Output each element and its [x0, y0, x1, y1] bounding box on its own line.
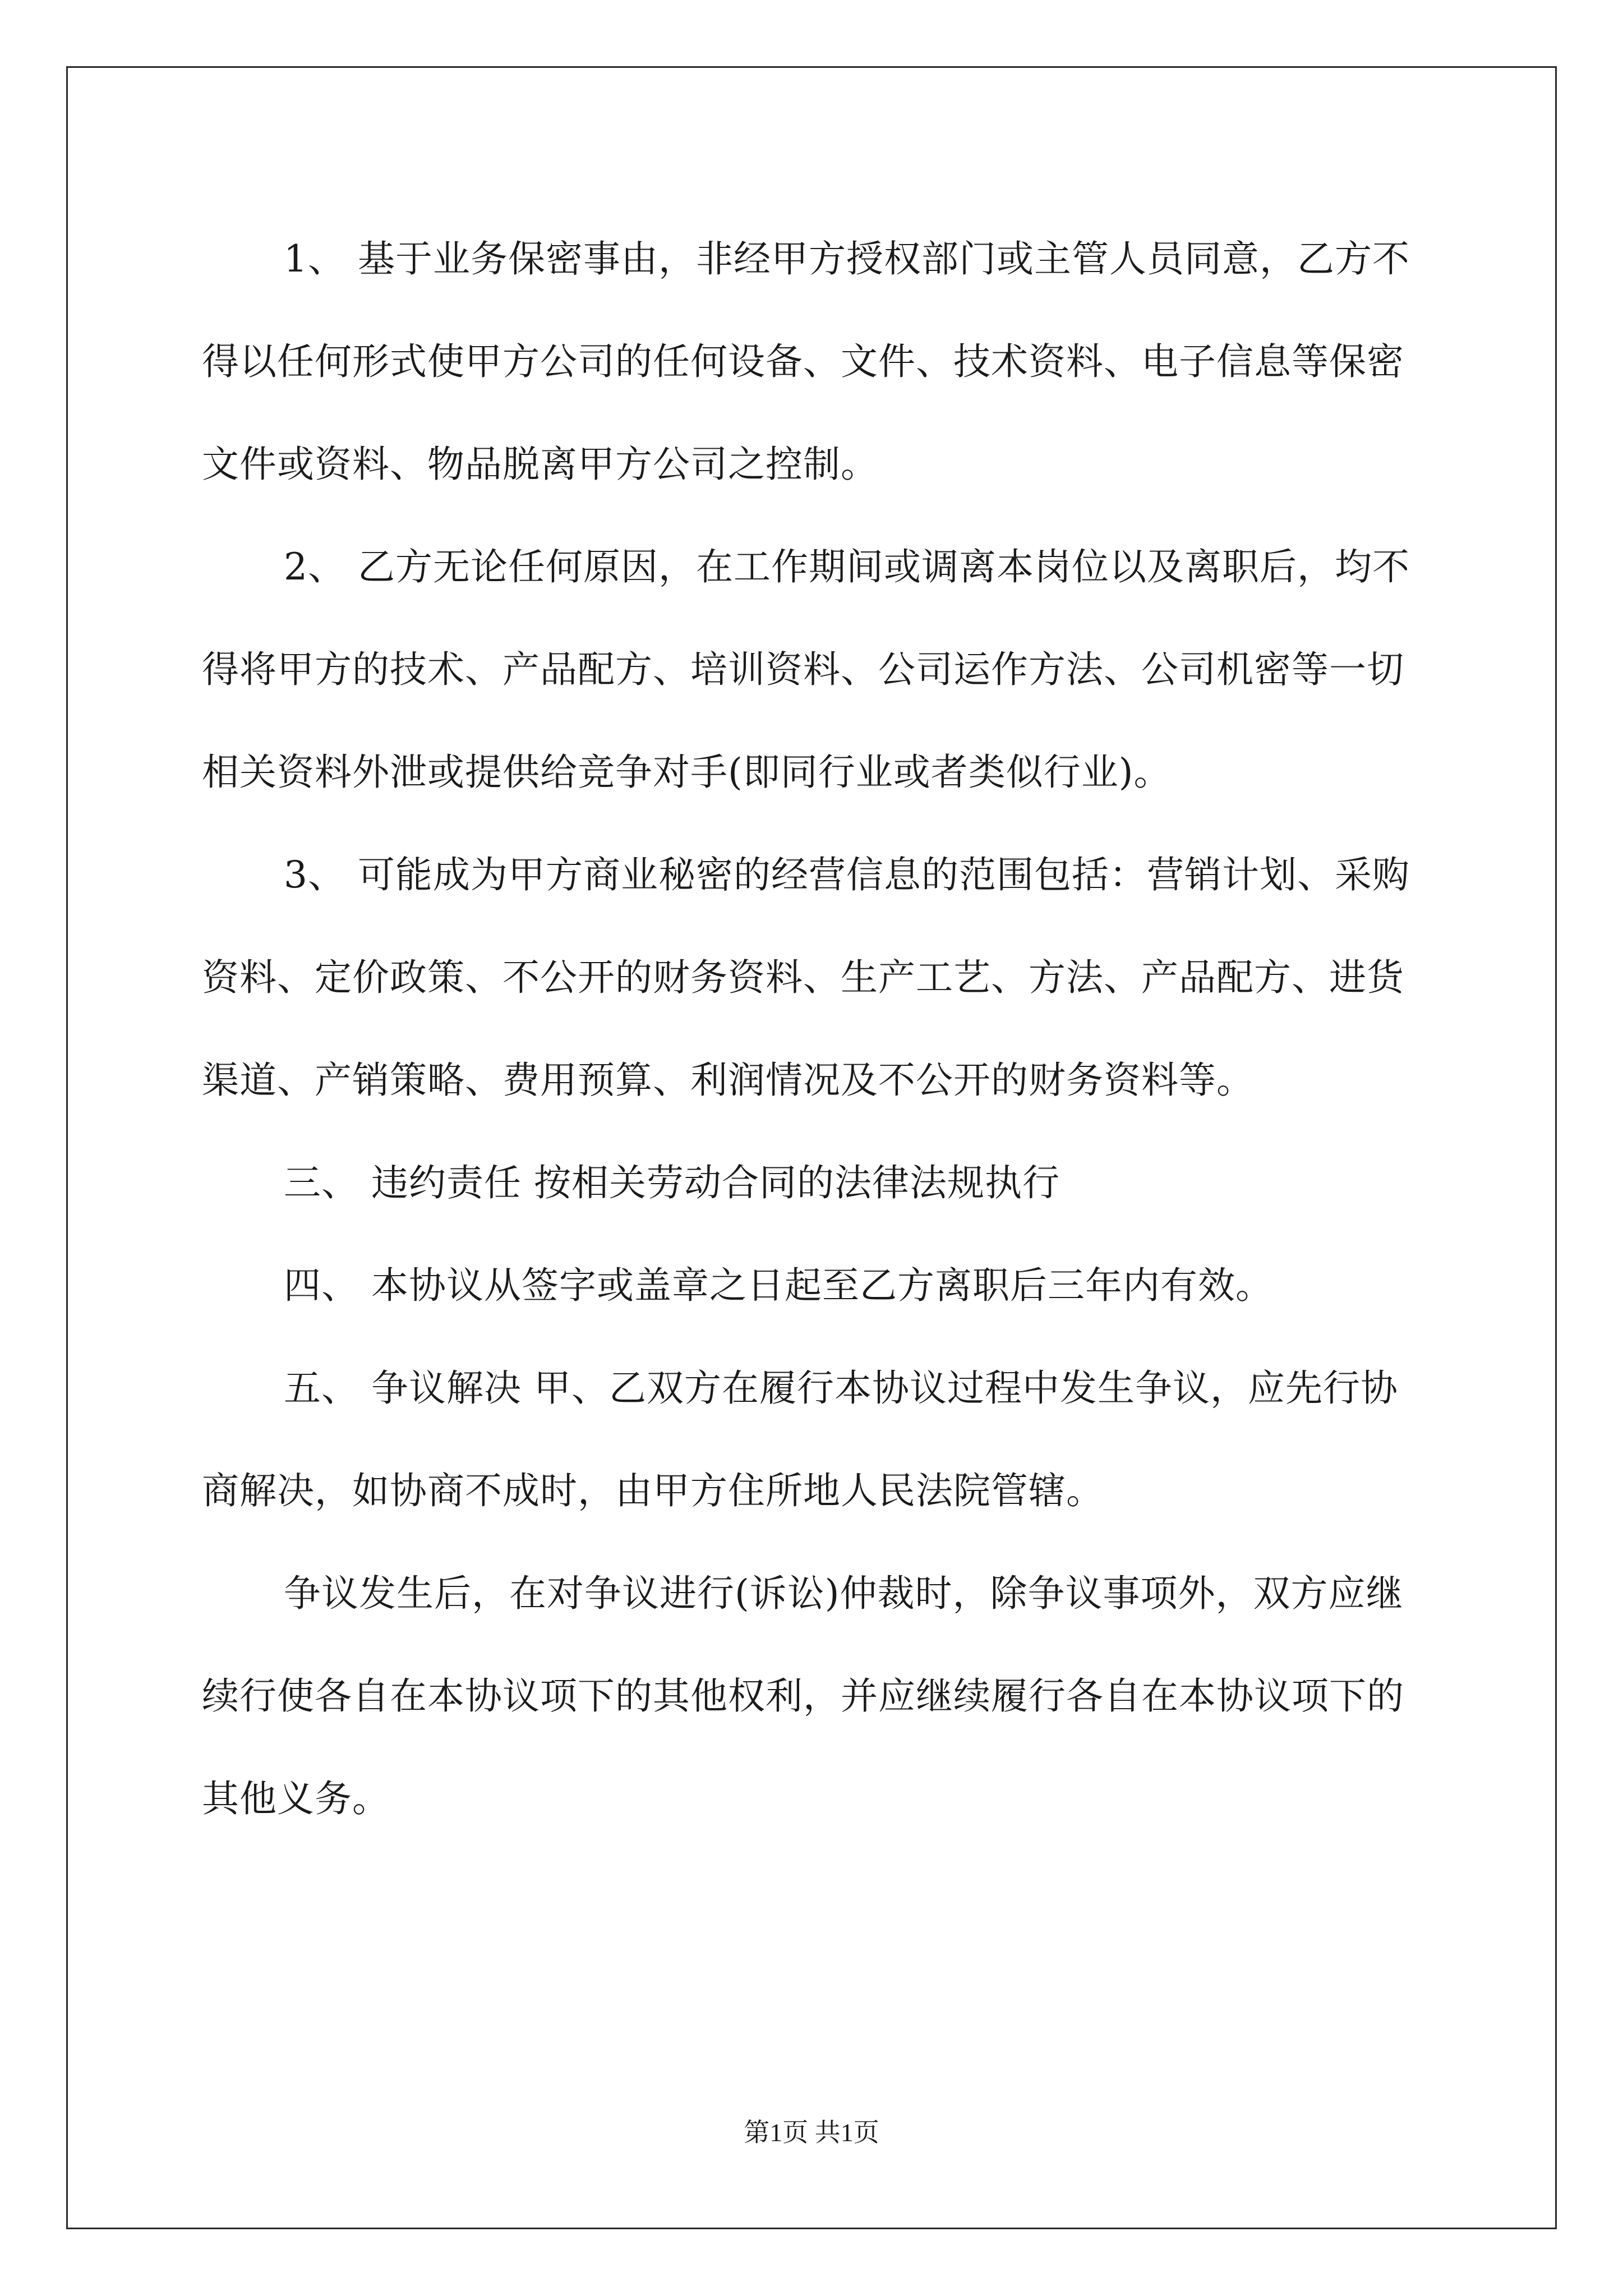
paragraph-1: 1、 基于业务保密事由，非经甲方授权部门或主管人员同意，乙方不得以任何形式使甲方公司的任何设备、文件、技术资料、电子信息等保密文件或资料、物品脱离甲方公司之控制。 [202, 237, 1410, 486]
paragraph-3: 3、 可能成为甲方商业秘密的经营信息的范围包括：营销计划、采购资料、定价政策、不公开的财务资料、生产工艺、方法、产品配方、进货渠道、产销策略、费用预算、利润情况及不公开的财务资料等。 [202, 853, 1410, 1102]
page-footer: 第1页 共1页 [744, 2118, 879, 2147]
paragraph-validity: 四、 本协议从签字或盖章之日起至乙方离职后三年内有效。 [284, 1264, 1273, 1307]
paragraph-after-dispute: 争议发生后，在对争议进行(诉讼)仲裁时，除争议事项外，双方应继续行使各自在本协议项下的其他权利，并应继续履行各自在本协议项下的其他义务。 [202, 1572, 1404, 1820]
document-body [202, 208, 1430, 1850]
paragraph-2: 2、 乙方无论任何原因，在工作期间或调离本岗位以及离职后，均不得将甲方的技术、产品配方、培训资料、公司运作方法、公司机密等一切相关资料外泄或提供给竞争对手(即同行业或者类似行业)。 [202, 545, 1410, 794]
paragraph-breach-liability: 三、 违约责任 按相关劳动合同的法律法规执行 [284, 1161, 1060, 1204]
paragraph-dispute-resolution: 五、 争议解决 甲、乙双方在履行本协议过程中发生争议，应先行协商解决，如协商不成时，由甲方住所地人民法院管辖。 [202, 1366, 1398, 1512]
